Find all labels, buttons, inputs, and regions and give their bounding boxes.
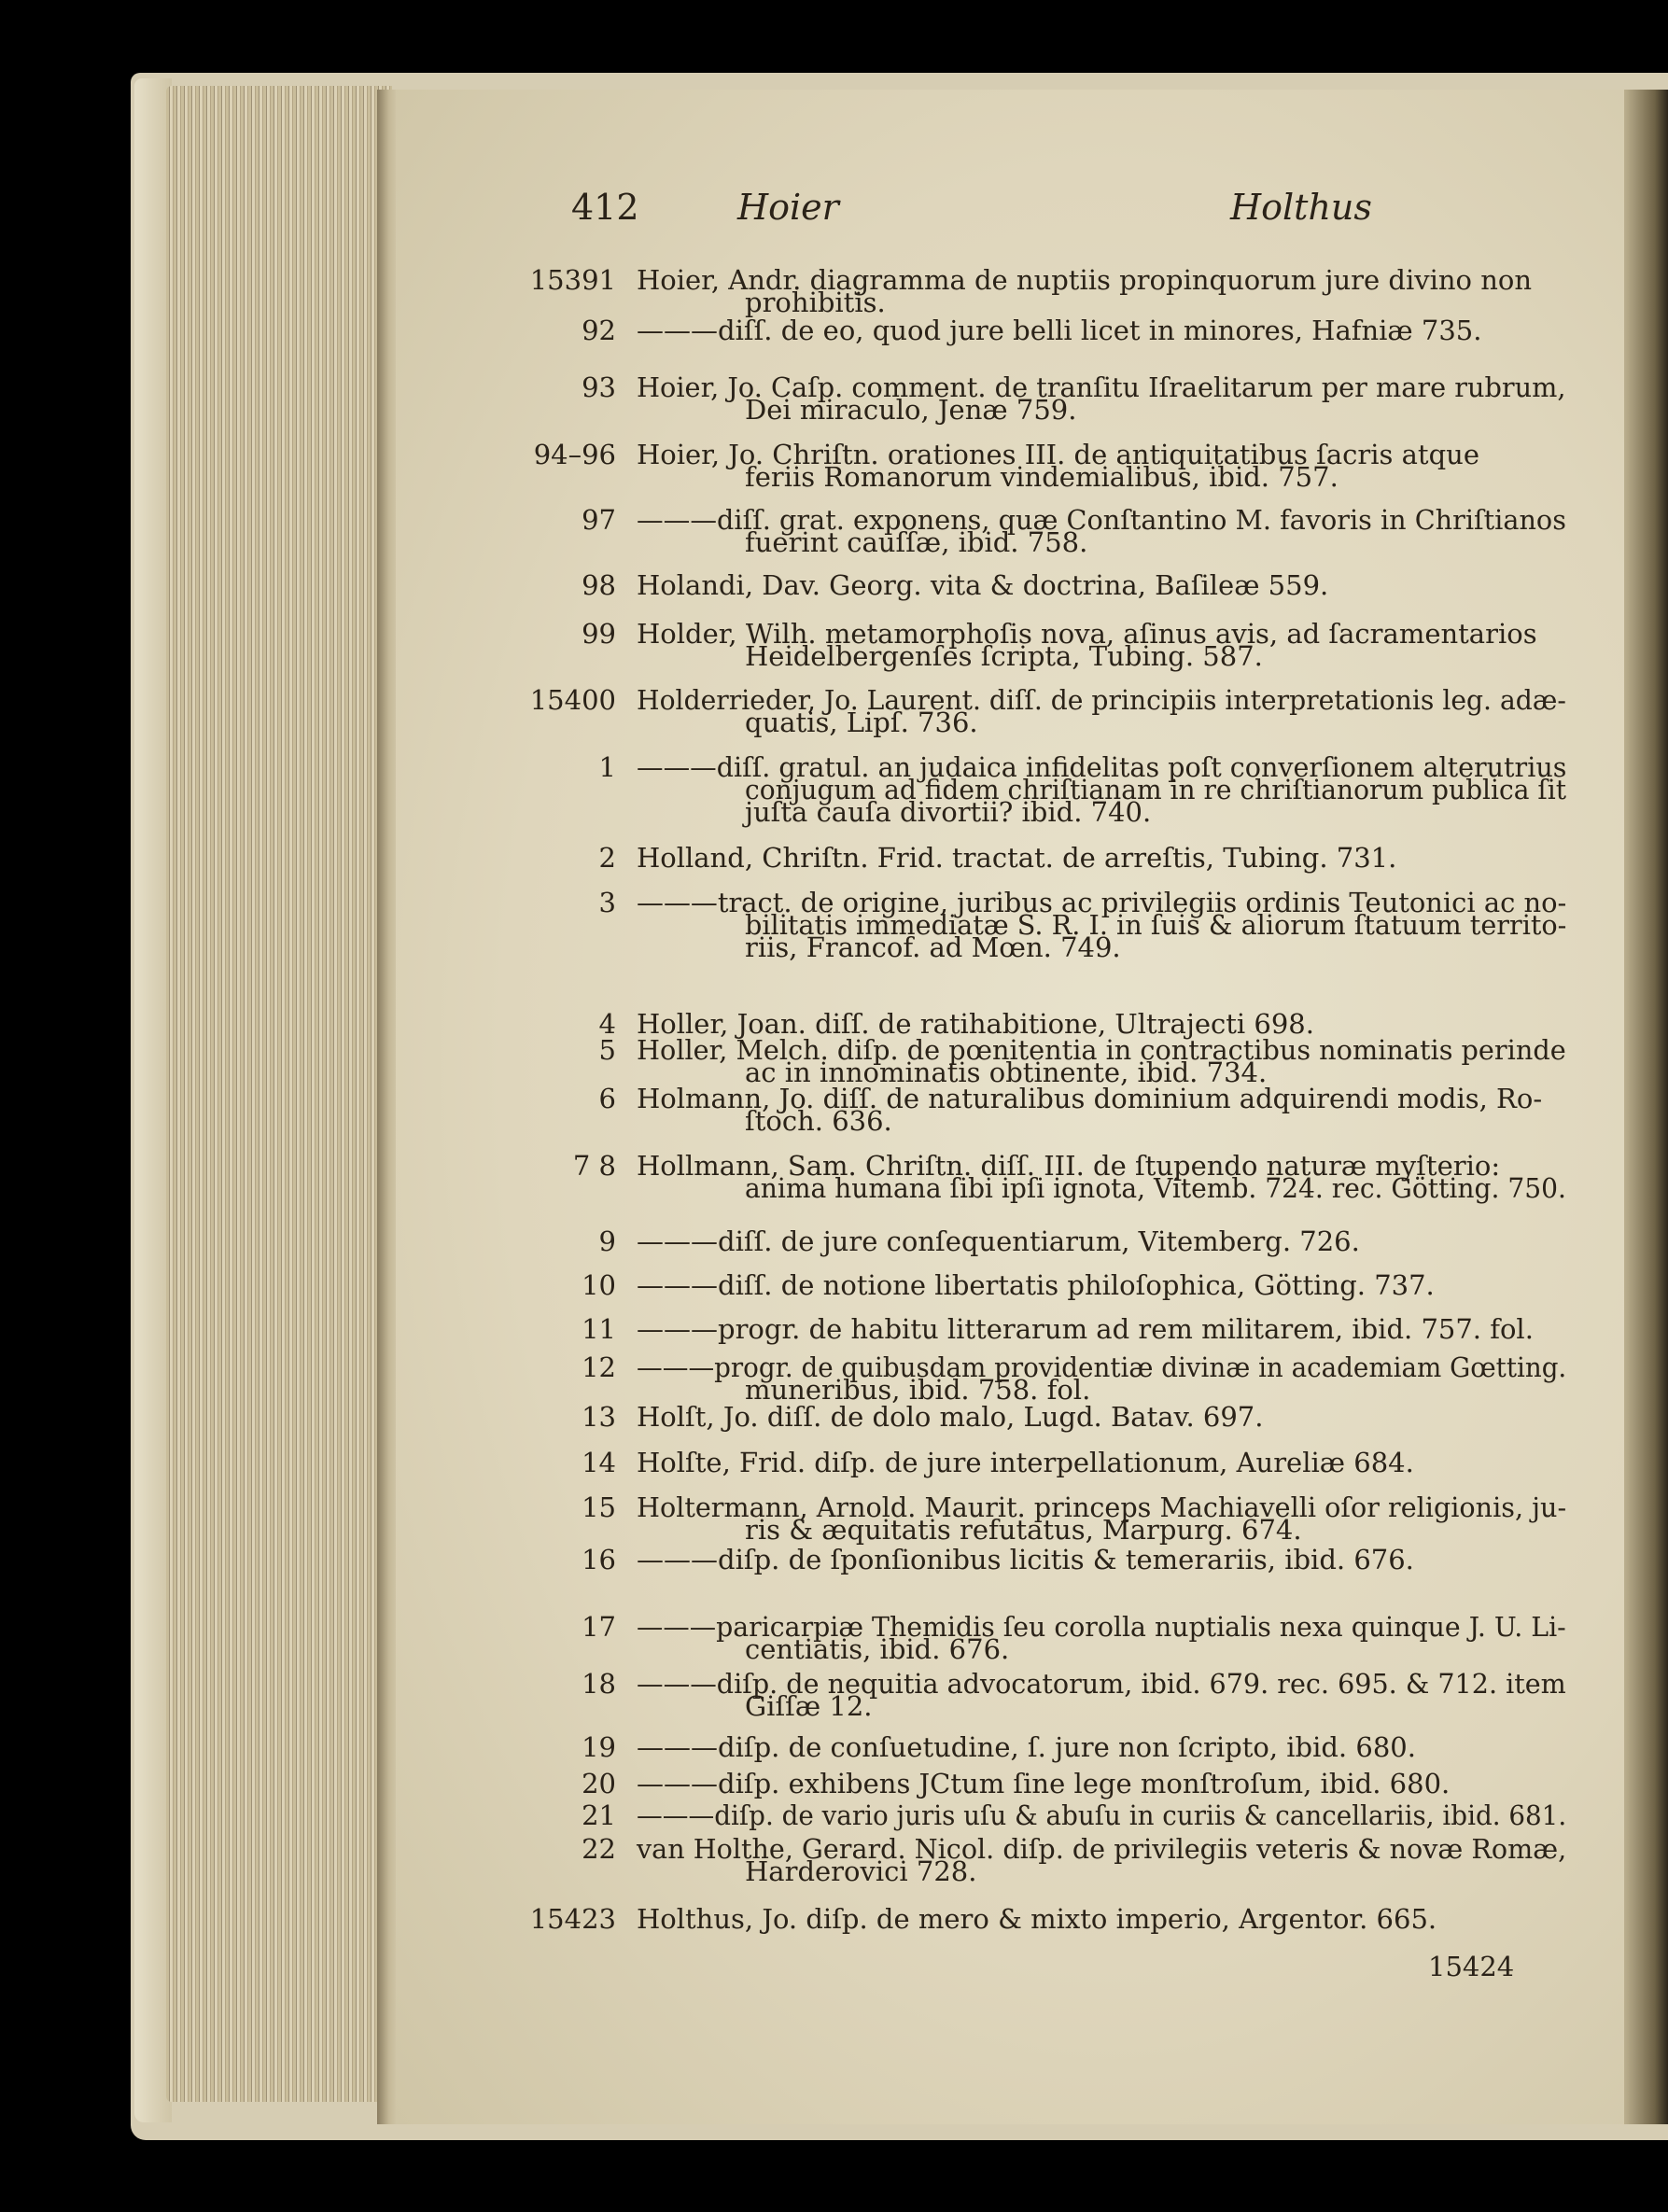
entry-text-continuation: feriis Romanorum vindemialibus, ibid. 757. bbox=[745, 461, 1339, 493]
entry-number: 10 bbox=[582, 1269, 616, 1301]
entry-number: 21 bbox=[582, 1799, 616, 1831]
entry-text: Holſte, Frid. diſp. de jure interpellationum, Aureliæ 684. bbox=[637, 1447, 1414, 1478]
entry-text: Holſt, Jo. diſſ. de dolo malo, Lugd. Batav. 697. bbox=[637, 1401, 1264, 1433]
entry-number: 11 bbox=[582, 1313, 616, 1345]
entry-text: ———diſp. de ſponſionibus licitis & temerariis, ibid. 676. bbox=[637, 1544, 1414, 1575]
entry-number: 2 bbox=[598, 842, 616, 874]
entry-text: ———diſſ. grat. exponens, quæ Conſtantino M. favoris in Chriſtianos bbox=[637, 504, 1566, 536]
entry-text: ———diſp. de nequitia advocatorum, ibid. 679. rec. 695. & 712. item bbox=[637, 1668, 1566, 1700]
page-number: 412 bbox=[571, 187, 639, 228]
entry-text: ———diſſ. gratul. an judaica infidelitas poſt converſionem alterutrius bbox=[637, 751, 1567, 783]
entry-text: Holtermann, Arnold. Maurit. princeps Machiavelli oſor religionis, ju- bbox=[637, 1491, 1567, 1523]
entry-text: ———diſp. exhibens JCtum ſine lege monſtroſum, ibid. 680. bbox=[637, 1768, 1451, 1799]
entry-number: 93 bbox=[582, 371, 616, 403]
entry-text-continuation: ris & æquitatis refutatus, Marpurg. 674. bbox=[745, 1514, 1302, 1546]
entry-number: 22 bbox=[582, 1833, 616, 1865]
entry-text: Hoier, Jo. Caſp. comment. de tranſitu Iſraelitarum per mare rubrum, bbox=[637, 371, 1566, 403]
entry-text: Holler, Melch. diſp. de pœnitentia in contractibus nominatis perinde bbox=[637, 1034, 1566, 1066]
entry-text-continuation: Heidelbergenſes ſcripta, Tubing. 587. bbox=[745, 640, 1263, 672]
entry-number: 14 bbox=[582, 1447, 616, 1478]
entry-text: ———diſſ. de notione libertatis philoſophica, Götting. 737. bbox=[637, 1269, 1435, 1301]
entry-number: 94–96 bbox=[533, 439, 616, 470]
entry-number: 5 bbox=[598, 1034, 616, 1066]
entry-text-continuation: quatis, Lipſ. 736. bbox=[745, 707, 978, 738]
entry-text: Hoier, Jo. Chriſtn. orationes III. de antiquitatibus ſacris atque bbox=[637, 439, 1479, 470]
entry-text: ———progr. de quibusdam providentiæ divinæ in academiam Gœtting. bbox=[637, 1351, 1567, 1383]
entry-number: 12 bbox=[582, 1351, 616, 1383]
entry-number: 13 bbox=[582, 1401, 616, 1433]
entry-text-continuation: ac in innominatis obtinente, ibid. 734. bbox=[745, 1057, 1268, 1088]
entry-text: Holland, Chriſtn. Frid. tractat. de arreſtis, Tubing. 731. bbox=[637, 842, 1397, 874]
entry-text: Hollmann, Sam. Chriſtn. diſſ. III. de ſtupendo naturæ myſterio: bbox=[637, 1150, 1501, 1182]
entry-text-continuation: ſtoch. 636. bbox=[745, 1105, 892, 1137]
entry-text-continuation: conjugum ad fidem chriſtianam in re chriſtianorum publica ſit bbox=[745, 774, 1567, 805]
entry-text-continuation: anima humana ſibi ipſi ignota, Vitemb. 724. rec. Götting. 750. bbox=[745, 1172, 1566, 1204]
entry-text: ———diſp. de conſuetudine, ſ. jure non ſcripto, ibid. 680. bbox=[637, 1731, 1416, 1763]
entry-text-continuation: Harderovici 728. bbox=[745, 1855, 977, 1887]
running-head-left: Hoier bbox=[737, 187, 839, 228]
entry-text: Holder, Wilh. metamorphoſis nova, aſinus avis, ad ſacramentarios bbox=[637, 618, 1537, 650]
entry-text: Hoier, Andr. diagramma de nuptiis propinquorum jure divino non bbox=[637, 264, 1533, 296]
entry-number: 98 bbox=[582, 569, 616, 601]
entry-number: 15423 bbox=[529, 1903, 616, 1935]
entry-number: 4 bbox=[598, 1008, 616, 1040]
entry-number: 19 bbox=[582, 1731, 616, 1763]
catchword: 15424 bbox=[1428, 1951, 1515, 1982]
entry-number: 9 bbox=[598, 1225, 616, 1257]
entry-number: 3 bbox=[598, 887, 616, 918]
entry-number: 18 bbox=[582, 1668, 616, 1700]
entry-text: Holderrieder, Jo. Laurent. diſſ. de principiis interpretationis leg. adæ- bbox=[637, 684, 1566, 716]
entry-text-continuation: riis, Francof. ad Mœn. 749. bbox=[745, 931, 1121, 963]
entry-text: van Holthe, Gerard. Nicol. diſp. de privilegiis veteris & novæ Romæ, bbox=[637, 1833, 1567, 1865]
entry-text: Holmann, Jo. diſſ. de naturalibus dominium adquirendi modis, Ro- bbox=[637, 1083, 1543, 1114]
running-head-right: Holthus bbox=[1230, 187, 1372, 228]
entry-text-continuation: bilitatis immediatæ S. R. I. in ſuis & aliorum ſtatuum territo- bbox=[745, 909, 1567, 941]
entry-number: 15400 bbox=[529, 684, 616, 716]
entry-text-continuation: prohibitis. bbox=[745, 287, 886, 318]
entry-number: 99 bbox=[582, 618, 616, 650]
entry-text: ———diſſ. de jure conſequentiarum, Vitemberg. 726. bbox=[637, 1225, 1360, 1257]
entry-number: 20 bbox=[582, 1768, 616, 1799]
entry-number: 97 bbox=[582, 504, 616, 536]
entry-number: 16 bbox=[582, 1544, 616, 1575]
entry-text-continuation: fuerint cauſſæ, ibid. 758. bbox=[745, 526, 1088, 558]
entry-text: ———progr. de habitu litterarum ad rem militarem, ibid. 757. fol. bbox=[637, 1313, 1534, 1345]
entry-text-continuation: juſta cauſa divortii? ibid. 740. bbox=[745, 796, 1152, 828]
entry-number: 92 bbox=[582, 315, 616, 346]
entry-number: 15 bbox=[582, 1491, 616, 1523]
entry-text: ———tract. de origine, juribus ac privilegiis ordinis Teutonici ac no- bbox=[637, 887, 1567, 918]
entry-number: 15391 bbox=[529, 264, 616, 296]
entry-text: ———diſp. de vario juris uſu & abuſu in curiis & cancellariis, ibid. 681. bbox=[637, 1799, 1567, 1831]
entry-text-continuation: Dei miraculo, Jenæ 759. bbox=[745, 394, 1077, 426]
entry-number: 6 bbox=[598, 1083, 616, 1114]
entry-text-continuation: Giſſæ 12. bbox=[745, 1690, 873, 1722]
entry-text: Holler, Joan. diſſ. de ratihabitione, Ultrajecti 698. bbox=[637, 1008, 1314, 1040]
entry-number: 7 8 bbox=[572, 1150, 616, 1182]
entry-number: 1 bbox=[598, 751, 616, 783]
entry-text-continuation: muneribus, ibid. 758. fol. bbox=[745, 1374, 1091, 1406]
entry-number: 17 bbox=[582, 1611, 616, 1643]
entry-text: Holandi, Dav. Georg. vita & doctrina, Baſileæ 559. bbox=[637, 569, 1329, 601]
entry-text: ———diſſ. de eo, quod jure belli licet in minores, Hafniæ 735. bbox=[637, 315, 1482, 346]
entry-text: ———paricarpiæ Themidis ſeu corolla nuptialis nexa quinque J. U. Li- bbox=[637, 1611, 1566, 1643]
entry-text-continuation: centiatis, ibid. 676. bbox=[745, 1633, 1010, 1665]
entry-text: Holthus, Jo. diſp. de mero & mixto imperio, Argentor. 665. bbox=[637, 1903, 1437, 1935]
